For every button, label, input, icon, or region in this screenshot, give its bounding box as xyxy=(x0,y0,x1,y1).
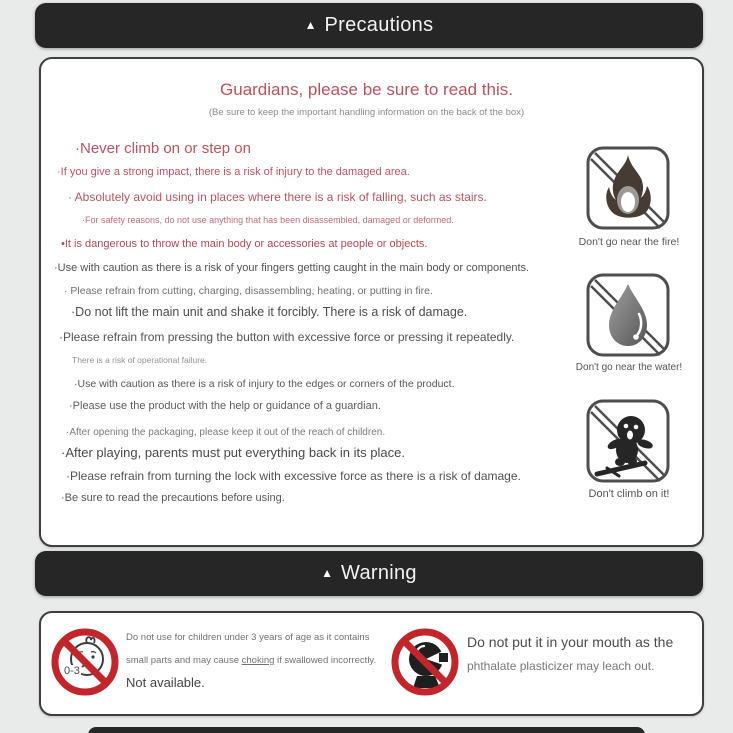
warning-item2-line2: phthalate plasticizer may leach out. xyxy=(467,659,655,673)
warning-header-bar xyxy=(35,551,703,596)
precaution-line: ·After playing, parents must put everything back in its place. xyxy=(61,445,405,460)
precaution-line: ·Be sure to read the precautions before using. xyxy=(61,492,285,504)
precaution-line: ·Please refrain from turning the lock with excessive force as there is a risk of damage. xyxy=(66,469,521,483)
warning-item1-line2-post: if swallowed incorrectly. xyxy=(274,655,377,666)
guardians-heading: Guardians, please be sure to read this. xyxy=(220,80,513,99)
triangle-up-icon: ▲ xyxy=(304,17,317,32)
no-water-caption: Don't go near the water! xyxy=(575,362,683,373)
no-mouth-icon xyxy=(389,626,461,698)
precaution-line: ·Please use the product with the help or guidance of a guardian. xyxy=(69,400,381,412)
warning-item1-line1: Do not use for children under 3 years of age as it contains xyxy=(126,632,370,643)
precaution-line: ·Use with caution as there is a risk of injury to the edges or corners of the product. xyxy=(74,378,455,390)
warning-item2-line1: Do not put it in your mouth as the xyxy=(467,634,674,650)
no-children-0-3-icon xyxy=(49,626,121,698)
triangle-up-icon: ▲ xyxy=(321,565,334,580)
no-climb-caption: Don't climb on it! xyxy=(588,488,670,500)
precaution-line: · Absolutely avoid using in places where there is a risk of falling, such as stairs. xyxy=(68,190,487,204)
age-0-3-badge: 0-3 xyxy=(64,665,80,677)
no-fire-icon xyxy=(585,145,671,231)
precaution-line: •It is dangerous to throw the main body or accessories at people or objects. xyxy=(61,238,428,250)
precaution-line: ·Please refrain from pressing the button with excessive force or pressing it repeatedly. xyxy=(59,330,515,344)
precaution-line: ·Never climb on or step on xyxy=(75,140,251,157)
precautions-title: Precautions xyxy=(324,14,434,36)
next-section-bar-partial xyxy=(88,727,645,733)
precaution-line: There is a risk of operational failure. xyxy=(72,355,208,365)
warning-item1-line2 xyxy=(126,655,376,666)
precautions-header-bar xyxy=(35,3,703,48)
precaution-line: · Please refrain from cutting, charging, disassembling, heating, or putting in fire. xyxy=(64,285,433,297)
warning-item1-choking-word: choking xyxy=(241,655,275,666)
precaution-line: ·After opening the packaging, please keep it out of the reach of children. xyxy=(66,427,386,438)
warning-item1-line3: Not available. xyxy=(126,675,205,690)
precaution-line: ·Do not lift the main unit and shake it forcibly. There is a risk of damage. xyxy=(71,305,468,319)
guardians-subheading: (Be sure to keep the important handling information on the back of the box) xyxy=(208,107,525,118)
warning-title: Warning xyxy=(341,562,417,584)
no-fire-caption: Don't go near the fire! xyxy=(578,236,680,248)
precaution-line: ·For safety reasons, do not use anything that has been disassembled, damaged or deformed. xyxy=(82,215,454,225)
precaution-line: ·If you give a strong impact, there is a risk of injury to the damaged area. xyxy=(57,166,410,178)
no-water-icon xyxy=(585,272,671,358)
warning-item1-line2-pre: small parts and may cause xyxy=(126,655,242,666)
no-climb-icon xyxy=(585,398,671,484)
precaution-line: ·Use with caution as there is a risk of your fingers getting caught in the main body or components. xyxy=(54,262,530,274)
